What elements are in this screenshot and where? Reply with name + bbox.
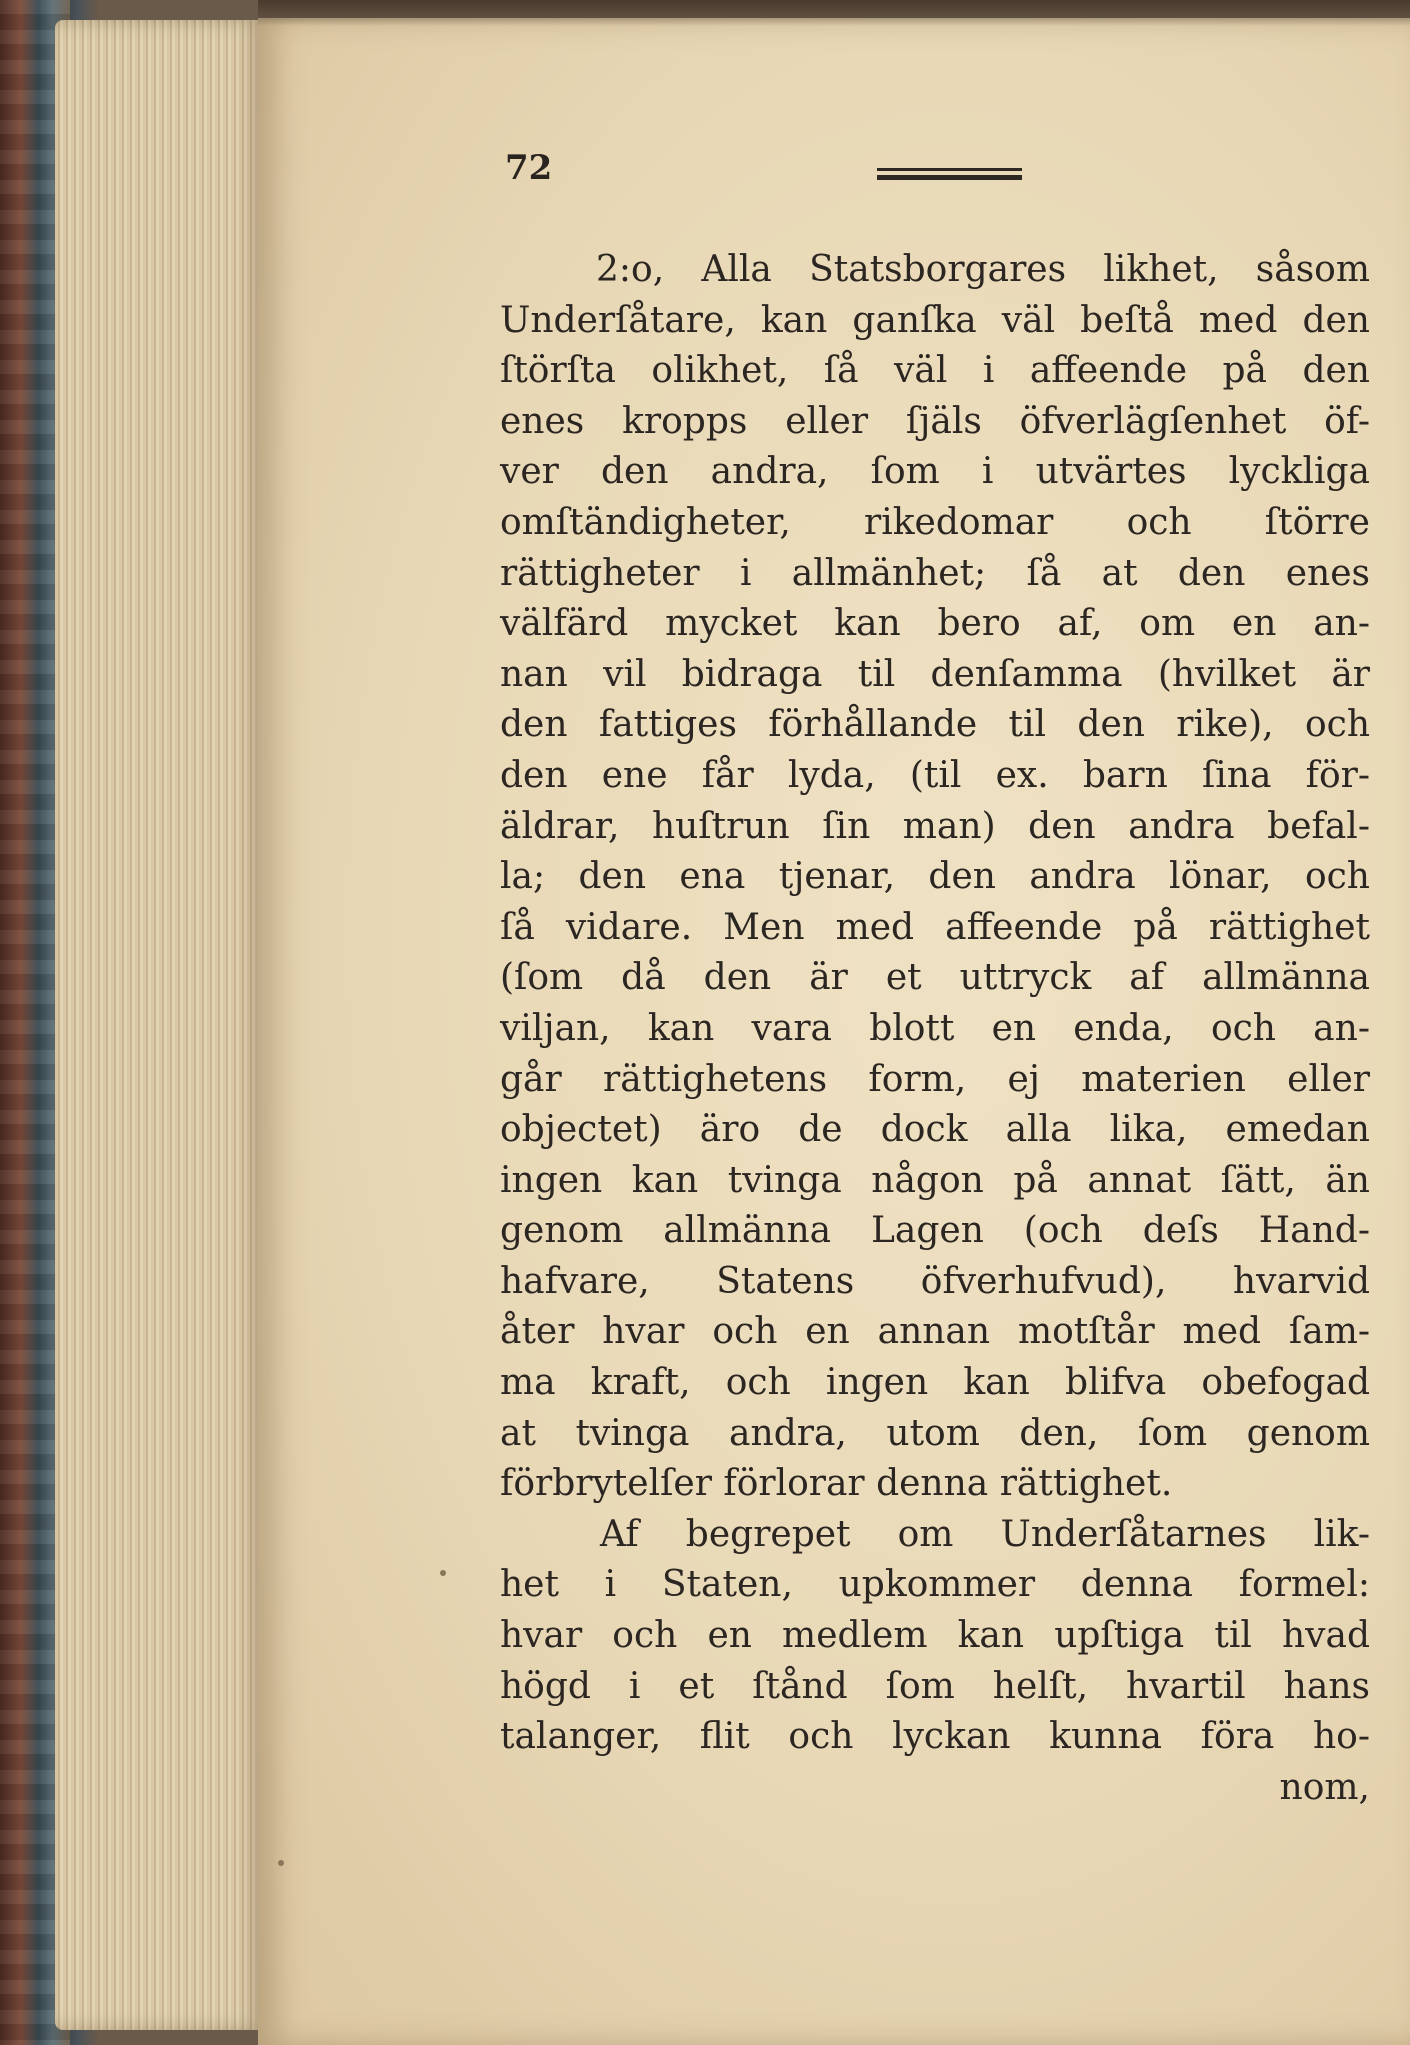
catchword: nom, — [1279, 1766, 1370, 1808]
text-line: la; den ena tjenar, den andra lönar, och — [500, 856, 1370, 898]
header-ornament-rule — [877, 168, 1022, 180]
text-line: rättigheter i allmänhet; ſå at den enes — [500, 552, 1370, 594]
text-line: het i Staten, upkommer denna formel: — [500, 1564, 1370, 1606]
text-line: genom allmänna Lagen (och deſs Hand- — [500, 1210, 1370, 1252]
text-line: hvar och en medlem kan upſtiga til hvad — [500, 1615, 1370, 1657]
text-line: välfärd mycket kan bero af, om en an- — [500, 603, 1370, 645]
text-line: ma kraft, och ingen kan blifva obefogad — [500, 1362, 1370, 1404]
page-edges — [55, 20, 265, 2030]
text-line: ver den andra, ſom i utvärtes lyckliga — [500, 451, 1370, 493]
text-line: enes kropps eller ſjäls öfverlägſenhet öf- — [500, 400, 1370, 442]
text-line: at tvinga andra, utom den, ſom genom — [500, 1412, 1370, 1454]
text-line: Af begrepet om Underſåtarnes lik- — [600, 1513, 1370, 1555]
text-line: nan vil bidraga til denſamma (hvilket är — [500, 653, 1370, 695]
text-line: objectet) äro de dock alla lika, emedan — [500, 1109, 1370, 1151]
paper-speck — [278, 1860, 284, 1866]
paper-speck — [440, 1570, 446, 1576]
text-line: äldrar, huſtrun ſin man) den andra befal- — [500, 805, 1370, 847]
text-line: den ene får lyda, (til ex. barn ſina för- — [500, 754, 1370, 796]
text-line: viljan, kan vara blott en enda, och an- — [500, 1007, 1370, 1049]
page-top-shadow — [258, 0, 1410, 26]
text-line: 2:o, Alla Statsborgares likhet, såsom — [596, 249, 1370, 290]
text-line: ſtörſta olikhet, ſå väl i affeende på den — [500, 350, 1370, 392]
text-line: ingen kan tvinga någon på annat ſätt, än — [500, 1159, 1370, 1201]
text-line: omſtändigheter, rikedomar och ſtörre — [500, 501, 1370, 543]
text-line: hafvare, Statens öfverhufvud), hvarvid — [500, 1260, 1370, 1302]
text-line: åter hvar och en annan motſtår med ſam- — [500, 1311, 1370, 1353]
text-line: högd i et ſtånd ſom helſt, hvartil hans — [500, 1665, 1370, 1707]
text-line: förbrytelſer förlorar denna rättighet. — [500, 1463, 1173, 1505]
page-number: 72 — [505, 148, 553, 188]
text-line: går rättighetens form, ej materien eller — [500, 1058, 1370, 1100]
text-line: (ſom då den är et uttryck af allmänna — [500, 957, 1370, 999]
text-line: ſå vidare. Men med affeende på rättighet — [500, 906, 1370, 948]
body-text — [500, 245, 1370, 1813]
text-line: talanger, flit och lyckan kunna föra ho- — [500, 1716, 1370, 1758]
page-header — [505, 148, 1025, 198]
text-line: den fattiges förhållande til den rike), och — [500, 704, 1370, 746]
text-line: Underſåtare, kan ganſka väl beſtå med den — [500, 299, 1370, 341]
